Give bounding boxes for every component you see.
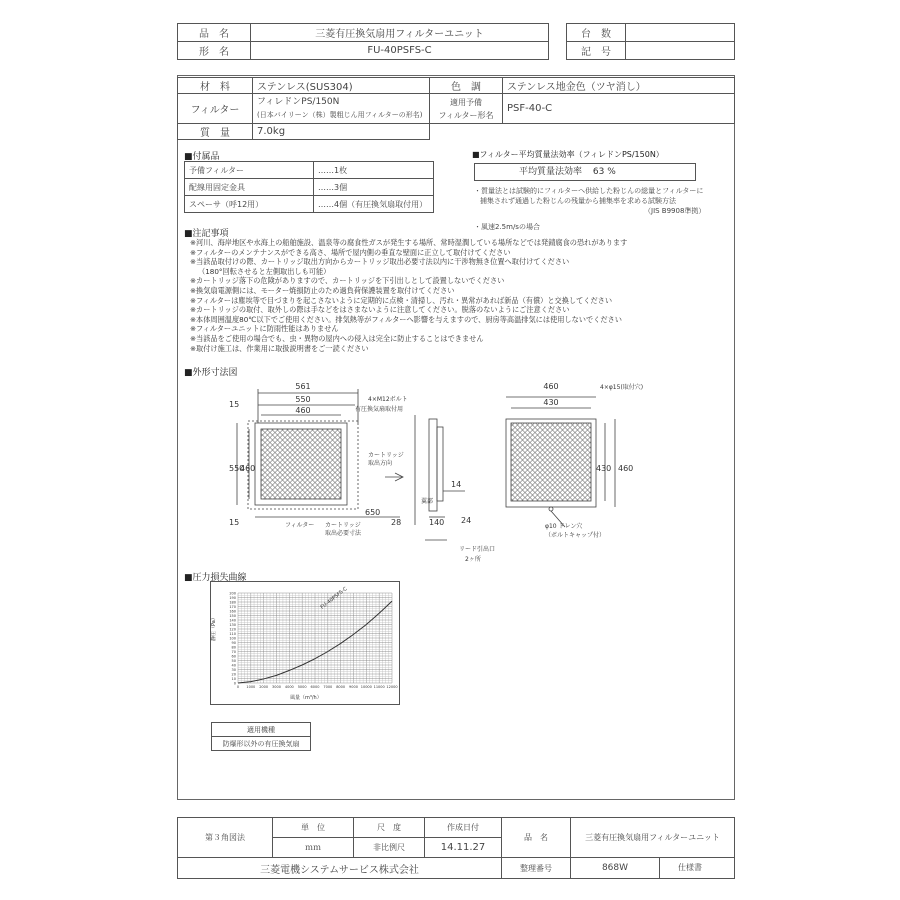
direction-label: 取出方向 xyxy=(368,460,393,467)
x-tick-label: 2000 xyxy=(259,685,269,689)
material-value: ステンレス(SUS304) xyxy=(253,78,430,94)
dim-label: 15 xyxy=(229,400,240,409)
note-line: ※取付け施工は、作業用に取扱説明書をご一読ください xyxy=(190,343,369,353)
y-tick-label: 160 xyxy=(229,609,236,614)
accessory-qty: ……1枚 xyxy=(314,162,434,179)
spare-label-2: フィルター形名 xyxy=(438,110,494,120)
note-line: ※フィルターは塵埃等で目づまりを起こさないように定期的に点検・清掃し、汚れ・異常があれば新品（有償）と交換してください xyxy=(190,295,613,305)
efficiency-note: ・質量法とは試験的にフィルターへ供給した粉じんの総量とフィルターに xyxy=(474,187,704,195)
note-line: ※河川、海岸地区や水海上の船舶施設、温泉等の腐食性ガスが発生する場所、常時湿潤している場所などでは発錆腐食の恐れがあります xyxy=(190,238,628,247)
x-tick-label: 3000 xyxy=(272,685,281,689)
application-table xyxy=(211,722,311,751)
product-name-value: 三菱有圧換気扇用フィルターユニット xyxy=(251,24,549,42)
accessory-name: 配線用固定金具 xyxy=(185,179,314,196)
note-line: （180°回転させると左側取出しも可能） xyxy=(198,266,331,276)
note-line: ※フィルターユニットに防雨性能はありません xyxy=(190,324,339,334)
accessory-name: スペーサ（呼12用） xyxy=(185,196,314,213)
color-label: 色 調 xyxy=(430,78,503,94)
scale-value: 非比例尺 xyxy=(354,838,425,858)
dim-label: 550 xyxy=(229,464,245,473)
dim-label: 460 xyxy=(240,464,256,473)
x-tick-label: 12000 xyxy=(386,685,398,689)
note-line: ※換気扇電源側には、モーター焼損防止のため過負荷保護装置を取付けてください xyxy=(190,285,455,295)
bolt-label: 有圧換気扇取付用 xyxy=(355,406,404,413)
dim-label: 14 xyxy=(451,480,462,489)
y-tick-label: 90 xyxy=(231,641,236,645)
y-tick-label: 140 xyxy=(229,618,236,623)
document-type: 仕様書 xyxy=(678,863,702,872)
accessories-table xyxy=(184,161,434,213)
drain-label: （ボルトキャップ付） xyxy=(545,532,606,539)
note-line: ※カートリッジ落下の危険がありますので、カートリッジを下引出しとして設置しないでください xyxy=(190,276,505,286)
lead-label: 2ヶ所 xyxy=(465,556,481,563)
y-tick-label: 100 xyxy=(229,636,236,641)
y-tick-label: 180 xyxy=(229,600,236,605)
y-tick-label: 40 xyxy=(231,663,236,668)
dim-label: 15 xyxy=(229,518,240,527)
efficiency-notes xyxy=(474,186,705,232)
spare-filter-value: PSF-40-C xyxy=(503,94,735,124)
dim-label: 460 xyxy=(543,382,559,391)
drain-label: φ10 ドレン穴 xyxy=(545,523,583,530)
series-label: FU-40PSFS-C xyxy=(319,586,349,611)
notes-title: ■注記事項 xyxy=(184,229,229,239)
x-tick-label: 7000 xyxy=(323,685,333,689)
cartridge-label: 取出必要寸法 xyxy=(325,530,362,537)
spare-label-1: 適用予備 xyxy=(450,97,482,107)
model-label: 形 名 xyxy=(178,42,251,60)
dim-label: 650 xyxy=(365,508,381,517)
dim-label: 28 xyxy=(391,518,402,527)
y-tick-label: 70 xyxy=(231,650,236,654)
x-tick-label: 10000 xyxy=(360,685,372,689)
y-tick-label: 120 xyxy=(229,627,236,632)
x-tick-label: 4000 xyxy=(284,685,294,689)
filter-model-note: (日本バイリーン（株）製粗じん用フィルターの形名) xyxy=(257,110,423,119)
mass-value: 7.0kg xyxy=(253,124,430,140)
dim-label: 430 xyxy=(543,398,559,407)
y-axis-label: 静圧（Pa） xyxy=(211,615,217,641)
efficiency-label: 平均質量法効率 xyxy=(519,167,583,177)
color-value: ステンレス地金色（ツヤ消し） xyxy=(503,78,735,94)
number-label: 整理番号 xyxy=(502,858,571,879)
bolt-label: 4×M12ボルト xyxy=(368,396,408,403)
y-tick-label: 20 xyxy=(231,672,236,677)
x-tick-label: 9000 xyxy=(349,685,358,689)
y-tick-label: 150 xyxy=(229,614,236,618)
title-block xyxy=(177,817,735,879)
lead-label: リード引出口 xyxy=(459,546,496,553)
symbol-label: 記 号 xyxy=(567,42,626,60)
product-value: 三菱有圧換気扇用フィルターユニット xyxy=(571,818,735,858)
x-tick-label: 0 xyxy=(236,685,240,689)
efficiency-note: ・風速2.5m/sの場合 xyxy=(474,223,540,231)
spec-table xyxy=(177,77,735,140)
accessory-qty: ……3個 xyxy=(314,179,434,196)
note-line: ※本体周囲温度80℃以下でご使用ください。排気熱等がフィルターへ影響を与えますので、厨房等高温排気には使用しないでください xyxy=(190,314,622,324)
efficiency-note: （JIS B9908準拠） xyxy=(644,207,706,215)
spare-filter-label xyxy=(430,94,503,124)
efficiency-note: 捕集されず通過した粉じんの残量から捕集率を求める試験方法 xyxy=(480,197,676,205)
x-tick-label: 1000 xyxy=(246,685,256,689)
back-filter-mesh xyxy=(511,423,591,501)
mass-label: 質 量 xyxy=(178,124,253,140)
y-tick-label: 170 xyxy=(229,605,236,609)
direction-label: カートリッジ xyxy=(368,452,404,459)
cartridge-label: カートリッジ xyxy=(325,522,361,529)
front-filter-mesh xyxy=(261,429,341,499)
model-value: FU-40PSFS-C xyxy=(251,42,549,60)
y-tick-label: 60 xyxy=(231,654,236,659)
date-value: 14.11.27 xyxy=(425,838,502,858)
product-label: 品 名 xyxy=(502,818,571,858)
dim-label: 430 xyxy=(596,464,612,473)
application-header: 適用機種 xyxy=(212,723,311,737)
dim-label: 550 xyxy=(295,395,311,404)
outline-drawing xyxy=(215,375,655,570)
material-label: 材 料 xyxy=(178,78,253,94)
filter-label: フィルター xyxy=(285,522,315,529)
dim-label: 460 xyxy=(618,464,634,473)
header-table xyxy=(177,23,549,60)
quantity-label: 台 数 xyxy=(567,24,626,42)
filter-value xyxy=(253,94,430,124)
x-tick-label: 6000 xyxy=(310,685,320,689)
y-tick-label: 130 xyxy=(229,623,236,627)
y-tick-label: 110 xyxy=(229,632,236,636)
y-tick-label: 0 xyxy=(233,681,236,686)
dim-label: 561 xyxy=(295,382,311,391)
pressure-title: ■圧力損失曲線 xyxy=(184,573,247,583)
x-tick-label: 11000 xyxy=(373,685,385,689)
date-label: 作成日付 xyxy=(425,818,502,838)
note-line: ※カートリッジの取付、取外しの際は手などをはさまないように注意してください。脱落のないようにご注意ください xyxy=(190,305,570,315)
accessory-name: 予備フィルター xyxy=(185,162,314,179)
symbol-value xyxy=(626,42,735,60)
unit-value: ｍｍ xyxy=(273,838,354,858)
efficiency-value: 63 % xyxy=(592,167,616,177)
dim-label: 460 xyxy=(295,406,311,415)
unit-label: 単 位 xyxy=(273,818,354,838)
y-tick-label: 190 xyxy=(229,596,236,600)
note-line: ※当該品をご使用の場合でも、虫・異物の屋内への侵入は完全に防止することはできません xyxy=(190,333,484,343)
filter-label: フィルター xyxy=(178,94,253,124)
y-tick-label: 80 xyxy=(231,645,236,650)
dim-label: 140 xyxy=(429,518,445,527)
quantity-table xyxy=(566,23,735,60)
y-tick-label: 50 xyxy=(231,659,236,663)
quantity-value xyxy=(626,24,735,42)
accessory-qty: ……4個（有圧換気扇取付用） xyxy=(314,196,434,213)
y-tick-label: 10 xyxy=(231,677,236,681)
accessories-title: ■付属品 xyxy=(184,152,220,162)
x-tick-label: 5000 xyxy=(297,685,307,689)
application-value: 防爆形以外の有圧換気扇 xyxy=(212,737,311,751)
projection-label: 第３角図法 xyxy=(178,818,273,858)
filter-model: フィレドンPS/150N xyxy=(257,96,340,107)
product-name-label: 品 名 xyxy=(178,24,251,42)
notes-list xyxy=(190,238,627,353)
scale-label: 尺 度 xyxy=(354,818,425,838)
y-tick-label: 30 xyxy=(231,668,236,672)
x-axis-label: 風量（m³/h） xyxy=(290,695,322,701)
x-tick-label: 8000 xyxy=(336,685,346,689)
pressure-loss-chart xyxy=(210,581,400,705)
efficiency-box xyxy=(474,163,696,181)
drawing-title: ■外形寸法図 xyxy=(184,368,238,378)
note-line: ※当該品取付けの際、カートリッジ取出方向からカートリッジ取出必要寸法以内に干渉物無き位置へ取付けてください xyxy=(190,257,570,267)
company-name: 三菱電機システムサービス株式会社 xyxy=(178,858,502,879)
number-value: 868W xyxy=(571,858,660,878)
number-cell xyxy=(571,858,735,879)
y-tick-label: 200 xyxy=(229,591,236,596)
holes-label: 4×φ15(取付穴) xyxy=(600,384,644,391)
wing-label: 翼部 xyxy=(421,498,434,505)
efficiency-title: ■フィルター平均質量法効率（フィレドンPS/150N） xyxy=(472,150,664,159)
note-line: ※フィルターのメンテナンスができる高さ、場所で屋内側の垂直な壁面に正立して取付けてください xyxy=(190,247,511,257)
dim-label: 24 xyxy=(461,516,472,525)
